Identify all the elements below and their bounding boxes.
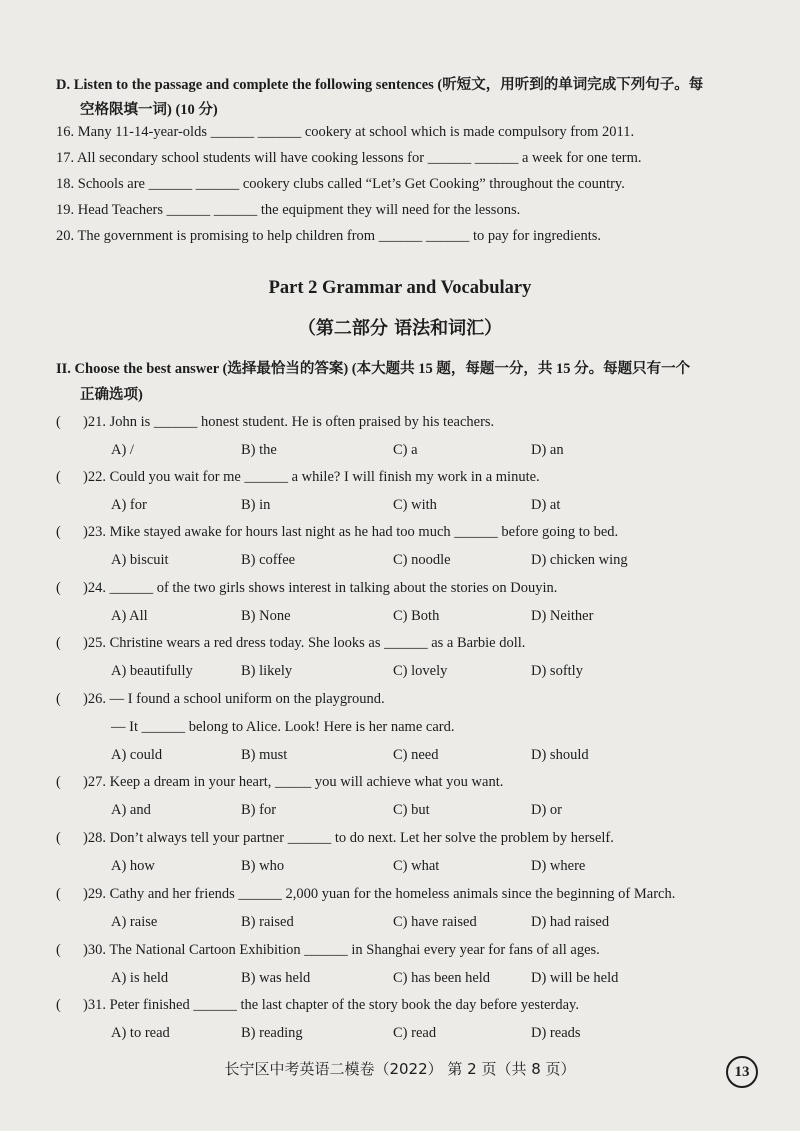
question-22: )22. Could you wait for me ______ a while? I will finish my work in a minute. — [83, 469, 540, 485]
option-a: A) to read — [111, 1025, 170, 1041]
option-c: C) what — [393, 858, 440, 874]
section-d-heading-line2: 空格限填一词) (10 分) — [80, 102, 218, 118]
option-b: B) who — [241, 858, 285, 874]
answer-paren: ( — [56, 774, 61, 790]
option-d: D) at — [531, 497, 561, 513]
option-a: A) biscuit — [111, 552, 169, 568]
option-d: D) Neither — [531, 608, 594, 624]
part2-subtitle: （第二部分 语法和词汇） — [297, 318, 503, 339]
question-23: )23. Mike stayed awake for hours last night as he had too much ______ before going to bed. — [83, 524, 619, 540]
option-d: D) should — [531, 747, 589, 763]
option-b: B) for — [241, 802, 277, 818]
option-b: B) None — [241, 608, 291, 624]
option-a: A) could — [111, 747, 163, 763]
option-c: C) a — [393, 442, 418, 458]
question-26: )26. — I found a school uniform on the playground. — [83, 691, 385, 707]
option-d: D) reads — [531, 1025, 581, 1041]
question-20: 20. The government is promising to help children from ______ ______ to pay for ingredients. — [56, 228, 602, 244]
option-c: C) lovely — [393, 663, 448, 679]
part2-title: Part 2 Grammar and Vocabulary — [268, 278, 532, 298]
option-d: D) where — [531, 858, 586, 874]
question-27: )27. Keep a dream in your heart, _____ you will achieve what you want. — [83, 774, 504, 790]
question-25: )25. Christine wears a red dress today. She looks as ______ as a Barbie doll. — [83, 635, 526, 651]
option-c: C) with — [393, 497, 437, 513]
option-a: A) how — [111, 858, 155, 874]
option-c: C) noodle — [393, 552, 451, 568]
option-b: B) reading — [241, 1025, 303, 1041]
option-a: A) is held — [111, 970, 169, 986]
option-a: A) All — [111, 608, 148, 624]
option-d: D) had raised — [531, 914, 610, 930]
question-21: )21. John is ______ honest student. He is often praised by his teachers. — [83, 414, 495, 430]
answer-paren: ( — [56, 691, 61, 707]
section-ii-heading-line2: 正确选项) — [80, 387, 143, 403]
option-b: B) likely — [241, 663, 293, 679]
option-d: D) chicken wing — [531, 552, 628, 568]
page-circle-number: 13 — [726, 1056, 758, 1088]
question-16: 16. Many 11-14-year-olds ______ ______ cookery at school which is made compulsory from 2011. — [56, 124, 635, 140]
question-19: 19. Head Teachers ______ ______ the equipment they will need for the lessons. — [56, 202, 521, 218]
option-d: D) will be held — [531, 970, 619, 986]
answer-paren: ( — [56, 635, 61, 651]
option-d: D) an — [531, 442, 564, 458]
option-c: C) have raised — [393, 914, 477, 930]
option-c: C) read — [393, 1025, 437, 1041]
option-c: C) has been held — [393, 970, 491, 986]
option-a: A) / — [111, 442, 134, 458]
question-30: )30. The National Cartoon Exhibition ______ in Shanghai every year for fans of all ages. — [83, 942, 600, 958]
option-b: B) raised — [241, 914, 294, 930]
option-c: C) Both — [393, 608, 440, 624]
option-a: A) for — [111, 497, 147, 513]
answer-paren: ( — [56, 469, 61, 485]
option-b: B) the — [241, 442, 277, 458]
question-18: 18. Schools are ______ ______ cookery clubs called “Let’s Get Cooking” throughout the country. — [56, 176, 625, 192]
question-26-reply: — It ______ belong to Alice. Look! Here is her name card. — [111, 719, 455, 735]
option-d: D) or — [531, 802, 563, 818]
answer-paren: ( — [56, 830, 61, 846]
option-d: D) softly — [531, 663, 583, 679]
option-b: B) was held — [241, 970, 311, 986]
option-a: A) raise — [111, 914, 158, 930]
option-b: B) coffee — [241, 552, 296, 568]
answer-paren: ( — [56, 414, 61, 430]
answer-paren: ( — [56, 580, 61, 596]
option-a: A) beautifully — [111, 663, 193, 679]
question-31: )31. Peter finished ______ the last chapter of the story book the day before yesterday. — [83, 997, 579, 1013]
question-28: )28. Don’t always tell your partner ______ to do next. Let her solve the problem by herself. — [83, 830, 614, 846]
question-17: 17. All secondary school students will have cooking lessons for ______ ______ a week for one term. — [56, 150, 642, 166]
option-b: B) in — [241, 497, 271, 513]
option-b: B) must — [241, 747, 288, 763]
question-29: )29. Cathy and her friends ______ 2,000 yuan for the homeless animals since the beginning of March. — [83, 886, 676, 902]
option-c: C) but — [393, 802, 430, 818]
answer-paren: ( — [56, 997, 61, 1013]
option-c: C) need — [393, 747, 439, 763]
section-ii-heading-line1: II. Choose the best answer (选择最恰当的答案) (本大题共 15 题，每题一分，共 15 分。每题只有一个 — [56, 361, 691, 377]
question-24: )24. ______ of the two girls shows interest in talking about the stories on Douyin. — [83, 580, 558, 596]
section-d-heading-line1: D. Listen to the passage and complete the following sentences (听短文，用听到的单词完成下列句子。每 — [56, 77, 704, 93]
option-a: A) and — [111, 802, 151, 818]
answer-paren: ( — [56, 524, 61, 540]
answer-paren: ( — [56, 942, 61, 958]
page-footer: 长宁区中考英语二模卷（2022） 第 2 页（共 8 页） — [224, 1060, 576, 1078]
answer-paren: ( — [56, 886, 61, 902]
